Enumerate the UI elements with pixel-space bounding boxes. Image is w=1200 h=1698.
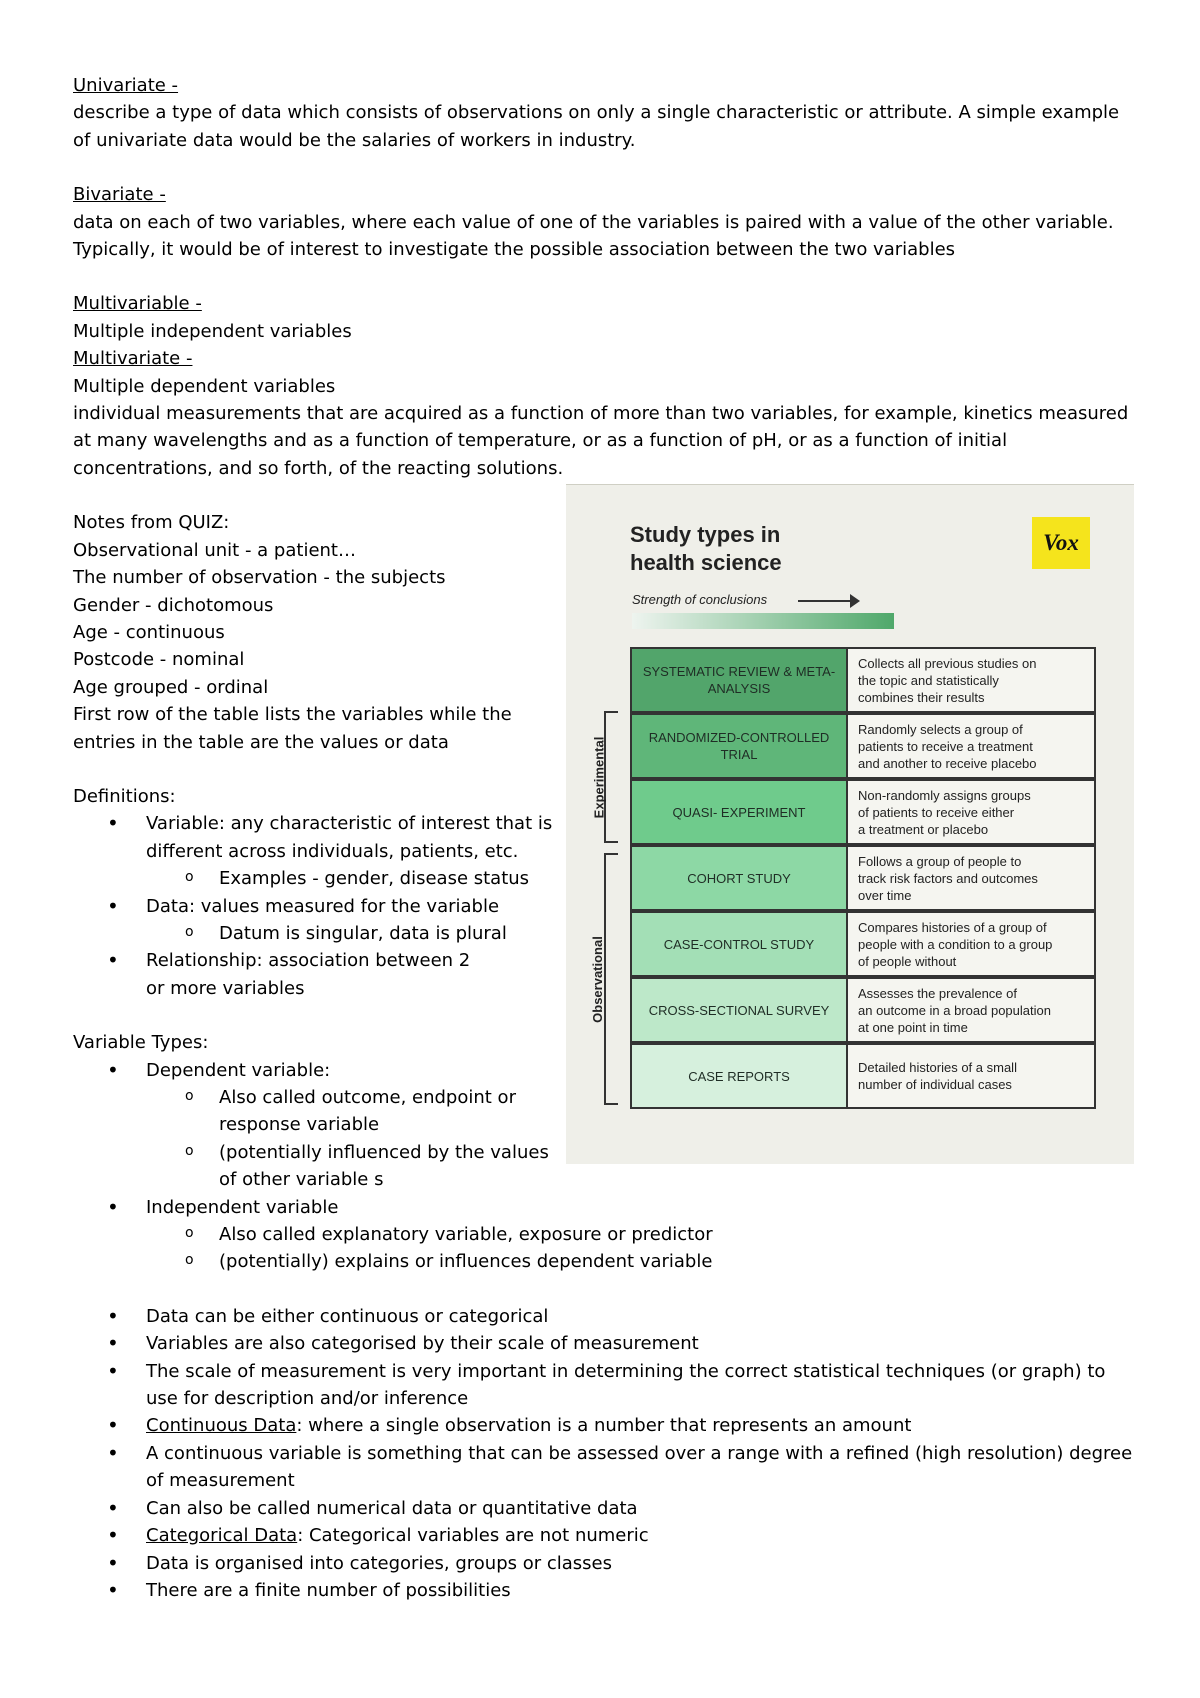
quiz-line: First row of the table lists the variables while the entries in the table are the values or data	[73, 704, 512, 753]
study-desc-cell: Detailed histories of a small number of individual cases	[846, 1043, 1096, 1109]
study-desc-cell: Compares histories of a group of people with a condition to a group of people without	[846, 911, 1096, 977]
bivariate-heading: Bivariate -	[73, 184, 166, 206]
variable-types-heading: Variable Types:	[73, 1032, 209, 1054]
bullet-item: • A continuous variable is something that can be assessed over a range with a refined (high resolution) degree of measurement	[73, 1440, 1133, 1495]
univariate-heading: Univariate -	[73, 75, 179, 96]
study-type-cell: COHORT STUDY	[630, 845, 848, 911]
quiz-line: Observational unit - a patient…	[73, 539, 356, 561]
multivariate-heading: Multivariate -	[73, 348, 193, 370]
independent-sub-1: o Also called explanatory variable, exposure or predictor	[73, 1221, 1133, 1248]
univariate-text: describe a type of data which consists of observations on only a single characteristic or attribute. A simple example of univariate data would be the salaries of workers in industry.	[73, 102, 1120, 151]
definition-variable: • Variable: any characteristic of interest that is different across individuals, patients, etc.	[73, 810, 1133, 865]
bullet-item: • Data can be either continuous or categorical	[73, 1303, 1133, 1330]
study-row	[630, 977, 1096, 1043]
study-row	[630, 845, 1096, 911]
study-desc-cell: Non-randomly assigns groups of patients to receive either a treatment or placebo	[846, 779, 1096, 845]
quiz-line: Age - continuous	[73, 621, 225, 643]
study-type-cell: CASE REPORTS	[630, 1043, 848, 1109]
arrow-head-icon	[850, 594, 860, 608]
study-row	[630, 1043, 1096, 1109]
strength-gradient-bar	[632, 613, 894, 629]
study-row	[630, 713, 1096, 779]
categorical-data-label: Categorical Data	[146, 1525, 298, 1547]
multivariate-text: Multiple dependent variables	[73, 375, 336, 397]
quiz-heading: Notes from QUIZ:	[73, 512, 230, 534]
study-type-cell: CASE-CONTROL STUDY	[630, 911, 848, 977]
study-desc-cell: Assesses the prevalence of an outcome in a broad population at one point in time	[846, 977, 1096, 1043]
independent-sub-2: o (potentially) explains or influences dependent variable	[73, 1248, 1133, 1275]
study-row	[630, 647, 1096, 713]
vox-logo: Vox	[1032, 517, 1090, 569]
infographic-title: Study types in health science	[630, 522, 782, 575]
study-type-cell: CROSS-SECTIONAL SURVEY	[630, 977, 848, 1043]
bullet-item: • Data is organised into categories, groups or classes	[73, 1550, 1133, 1577]
independent-variable: • Independent variable	[73, 1194, 1133, 1221]
bullet-item: • Variables are also categorised by their scale of measurement	[73, 1330, 1133, 1357]
study-desc-cell: Collects all previous studies on the topic and statistically combines their results	[846, 647, 1096, 713]
categorical-data-text: : Categorical variables are not numeric	[297, 1525, 649, 1547]
bullet-item	[73, 1412, 1133, 1439]
multivariable-text: Multiple independent variables	[73, 320, 352, 342]
quiz-line: The number of observation - the subjects	[73, 567, 446, 589]
definitions-heading: Definitions:	[73, 785, 176, 807]
multivariable-heading: Multivariable -	[73, 293, 202, 315]
dependent-sub-1: o Also called outcome, endpoint or response variable	[73, 1084, 1133, 1139]
bullet-item	[73, 1522, 1133, 1549]
quiz-line: Age grouped - ordinal	[73, 676, 269, 698]
study-types-infographic	[566, 484, 1134, 1164]
quiz-line: Gender - dichotomous	[73, 594, 274, 616]
bullet-item: • Can also be called numerical data or quantitative data	[73, 1495, 1133, 1522]
dependent-sub-2: o (potentially influenced by the values of other variable s	[73, 1139, 1133, 1194]
study-desc-cell: Follows a group of people to track risk factors and outcomes over time	[846, 845, 1096, 911]
bivariate-text: data on each of two variables, where each value of one of the variables is paired with a value of the other variable. Typically, it would be of interest to investigate the possible association between the two variables	[73, 211, 1114, 261]
continuous-data-text: : where a single observation is a number that represents an amount	[296, 1415, 912, 1437]
definition-data: • Data: values measured for the variable	[73, 893, 1133, 920]
study-desc-cell: Randomly selects a group of patients to receive a treatment and another to receive placebo	[846, 713, 1096, 779]
quiz-line: Postcode - nominal	[73, 649, 245, 671]
study-type-cell: SYSTEMATIC REVIEW & META-ANALYSIS	[630, 647, 848, 713]
observational-label: Observational	[589, 936, 605, 1023]
study-type-cell: RANDOMIZED-CONTROLLED TRIAL	[630, 713, 848, 779]
continuous-data-label: Continuous Data	[146, 1415, 297, 1437]
bullet-item: • There are a finite number of possibilities	[73, 1577, 1133, 1604]
bullet-item: • The scale of measurement is very important in determining the correct statistical techniques (or graph) to use for description and/or inference	[73, 1358, 1133, 1413]
study-row	[630, 779, 1096, 845]
definition-relationship: • Relationship: association between 2 or more variables	[73, 947, 1133, 1002]
multivariate-text-2: individual measurements that are acquired as a function of more than two variables, for example, kinetics measured at many wavelengths and as a function of temperature, or as a function of pH, or as a function of initial concentrations, and so forth, of the reacting solutions.	[73, 403, 1129, 479]
strength-arrow-icon	[798, 600, 858, 602]
dependent-variable: • Dependent variable:	[73, 1057, 1133, 1084]
strength-label: Strength of conclusions	[632, 592, 768, 607]
definition-variable-example: o Examples - gender, disease status	[73, 865, 1133, 892]
study-row	[630, 911, 1096, 977]
definition-data-sub: o Datum is singular, data is plural	[73, 920, 1133, 947]
study-type-cell: QUASI- EXPERIMENT	[630, 779, 848, 845]
experimental-label: Experimental	[591, 736, 607, 819]
